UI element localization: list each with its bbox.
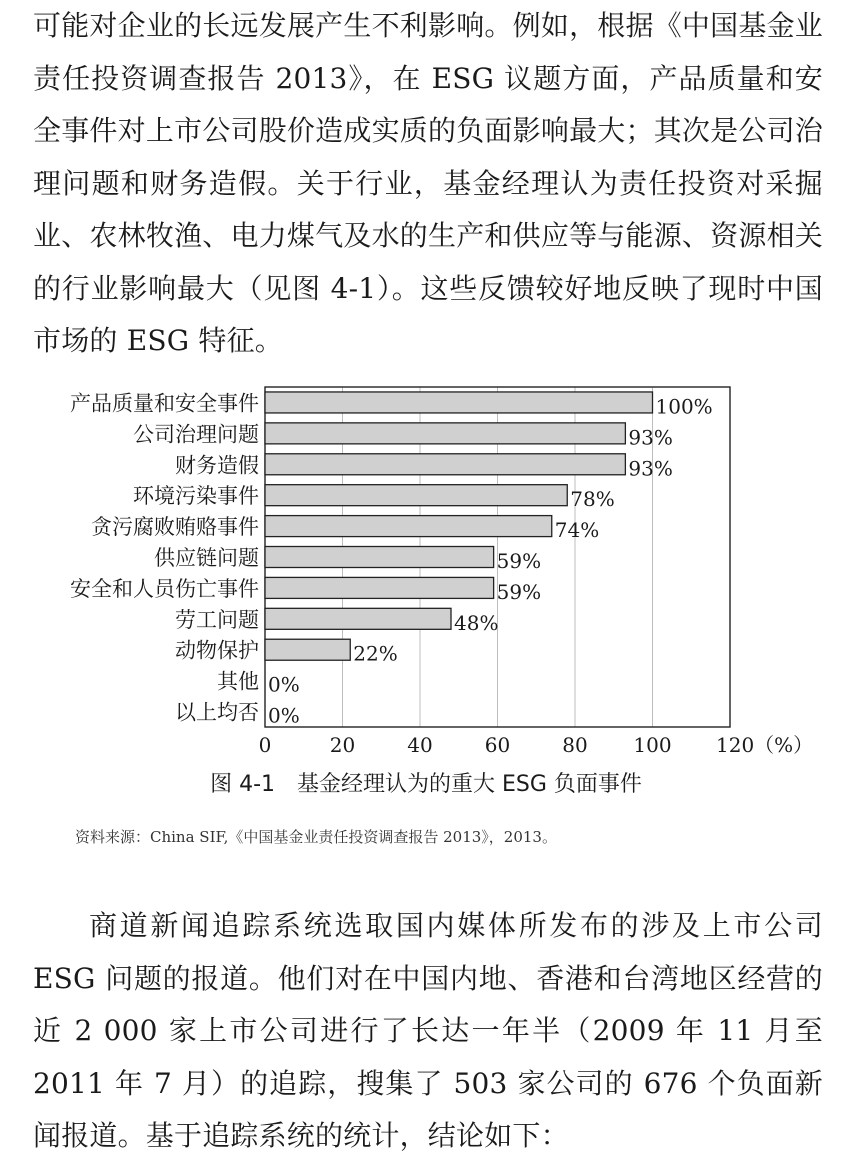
category-label: 劳工问题 xyxy=(175,607,259,632)
bar xyxy=(265,547,494,568)
data-label: 22% xyxy=(353,641,398,666)
x-tick-label: 20 xyxy=(329,733,356,757)
x-tick-label: 40 xyxy=(407,733,433,757)
x-tick-label: 60 xyxy=(484,733,511,757)
data-label: 0% xyxy=(268,703,300,728)
chart-svg xyxy=(0,380,852,760)
data-label: 48% xyxy=(454,610,499,635)
figure-source: 资料来源：China SIF,《中国基金业责任投资调查报告 2013》，2013。 xyxy=(75,828,557,846)
data-label: 59% xyxy=(496,579,542,604)
bar xyxy=(265,423,625,444)
esg-bar-chart xyxy=(0,380,852,757)
data-label: 93% xyxy=(628,425,673,450)
x-tick-label: 0 xyxy=(258,733,272,757)
data-label: 93% xyxy=(628,456,673,481)
bar xyxy=(265,454,625,475)
body-paragraph-1: 可能对企业的长远发展产生不利影响。例如，根据《中国基金业责任投资调查报告 2013》，在 ESG 议题方面，产品质量和安全事件对上市公司股价造成实质的负面影响最大；其次是公司治理问题和财务造假。关于行业，基金经理认为责任投资对采掘业、农林牧渔、电力煤气及水的生产和供应等与能源、资源相关的行业影响最大（见图 4-1）。这些反馈较好地反映了现时中国市场的 ESG 特征。 xyxy=(33,9,823,357)
figure-caption: 图 4-1 基金经理认为的重大 ESG 负面事件 xyxy=(210,772,642,797)
bar xyxy=(265,639,350,660)
category-label: 以上均否 xyxy=(175,700,259,725)
bar xyxy=(265,516,552,537)
category-label: 安全和人员伤亡事件 xyxy=(70,576,259,601)
data-label: 0% xyxy=(268,672,300,697)
bar xyxy=(265,485,567,506)
category-label: 贪污腐败贿赂事件 xyxy=(91,515,259,540)
category-label: 环境污染事件 xyxy=(133,484,259,509)
bar xyxy=(265,392,653,413)
data-label: 74% xyxy=(554,518,600,543)
x-tick-label: 80 xyxy=(562,733,588,757)
category-label: 供应链问题 xyxy=(154,546,259,570)
category-label: 公司治理问题 xyxy=(133,422,259,447)
x-tick-label: 120（%） xyxy=(716,733,814,757)
data-label: 100% xyxy=(655,394,713,419)
bar xyxy=(265,577,494,598)
category-label: 其他 xyxy=(217,669,259,694)
x-tick-label: 100 xyxy=(633,733,672,757)
category-label: 动物保护 xyxy=(175,638,259,663)
data-label: 59% xyxy=(496,549,542,573)
data-label: 78% xyxy=(570,487,615,512)
category-label: 财务造假 xyxy=(175,453,259,478)
category-label: 产品质量和安全事件 xyxy=(70,391,259,416)
bar xyxy=(265,608,451,629)
body-paragraph-2: 商道新闻追踪系统选取国内媒体所发布的涉及上市公司 ESG 问题的报道。他们对在中国内地、香港和台湾地区经营的近 2 000 家上市公司进行了长达一年半（2009 年 11 月至 2011 年 7 月）的追踪，搜集了 503 家公司的 676 个负面新闻报道。基于追踪系统的统计，结论如下： xyxy=(33,909,823,1152)
